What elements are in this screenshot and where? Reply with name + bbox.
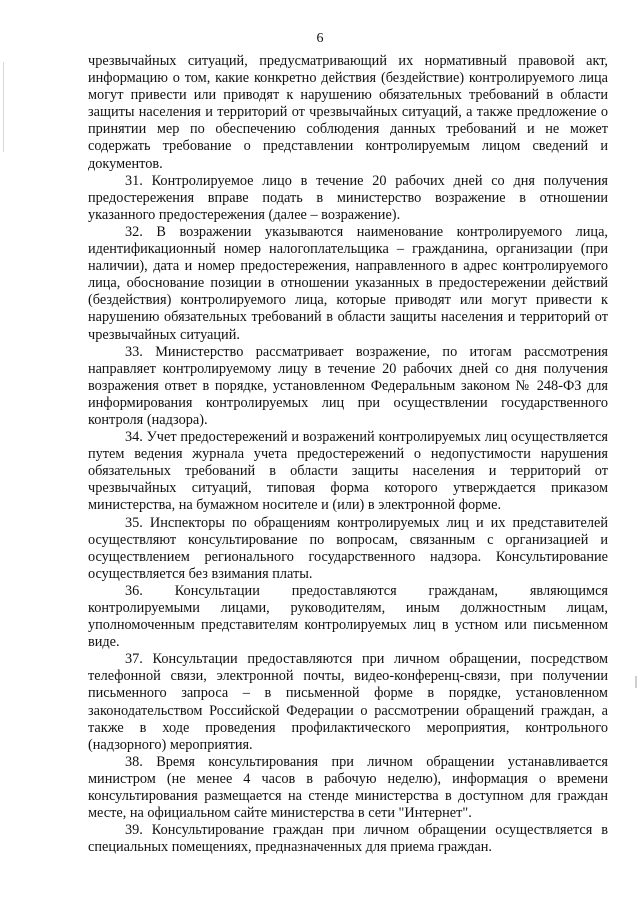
paragraph-32: 32. В возражении указываются наименование контролируемого лица, идентификационный номер налогоплательщика – гражданина, организации (при наличии), дата и номер предостережения, направленного в адрес контролируемого лица, обоснование позиции в отношении указанных в предостережении действий (бездействия) контролируемого лица, которые приводят или могут привести к нарушению обязательных требований в области защиты населения и территорий от чрезвычайных ситуаций. <box>88 223 608 343</box>
paragraph-38: 38. Время консультирования при личном обращении устанавливается министром (не менее 4 часов в рабочую неделю), информация о времени консультирования размещается на стенде министерства в доступном для граждан месте, на официальном сайте министерства в сети "Интернет". <box>88 753 608 822</box>
paragraph-continuation: чрезвычайных ситуаций, предусматривающий их нормативный правовой акт, информацию о том, какие конкретно действия (бездействие) контролируемого лица могут привести или приводят к нарушению обязательных требований в области защиты населения и территорий от чрезвычайных ситуаций, а также предложение о принятии мер по обеспечению соблюдения данных требований и не может содержать требование о представлении контролируемым лицом сведений и документов. <box>88 53 608 172</box>
document-body <box>88 53 608 856</box>
paragraph-37: 37. Консультации предоставляются при личном обращении, посредством телефонной связи, электронной почты, видео-конференц-связи, при получении письменного запроса – в письменной форме в порядке, установленном законодательством Российской Федерации о рассмотрении обращений граждан, а также в ходе проведения профилактического мероприятия, контрольного (надзорного) мероприятия. <box>88 651 608 753</box>
paragraph-36: 36. Консультации предоставляются гражданам, являющимся контролируемыми лицами, руководителям, иным должностным лицам, уполномоченным представителям контролируемых лиц в устном или письменном виде. <box>88 582 608 651</box>
paragraph-39: 39. Консультирование граждан при личном обращении осуществляется в специальных помещениях, предназначенных для приема граждан. <box>88 822 608 856</box>
paragraph-33: 33. Министерство рассматривает возражение, по итогам рассмотрения направляет контролируемому лицу в течение 20 рабочих дней со дня получения возражения ответ в порядке, установленном Федеральным законом № 248-ФЗ для информирования контролируемых лиц при осуществлении государственного контроля (надзора). <box>88 343 608 428</box>
paragraph-31: 31. Контролируемое лицо в течение 20 рабочих дней со дня получения предостережения вправе подать в министерство возражение в отношении указанного предостережения (далее – возражение). <box>88 172 608 223</box>
scan-margin-tick <box>635 676 637 688</box>
page-number: 6 <box>316 31 324 46</box>
scan-margin-mark <box>3 62 4 152</box>
paragraph-35: 35. Инспекторы по обращениям контролируемых лиц и их представителей осуществляют консультирование по вопросам, связанным с организацией и осуществлением регионального государственного надзора. Консультирование осуществляется без взимания платы. <box>88 514 608 582</box>
paragraph-34: 34. Учет предостережений и возражений контролируемых лиц осуществляется путем ведения журнала учета предостережений о недопустимости нарушения обязательных требований в области защиты населения и территорий от чрезвычайных ситуаций, типовая форма которого утверждается приказом министерства, на бумажном носителе и (или) в электронной форме. <box>88 429 608 514</box>
